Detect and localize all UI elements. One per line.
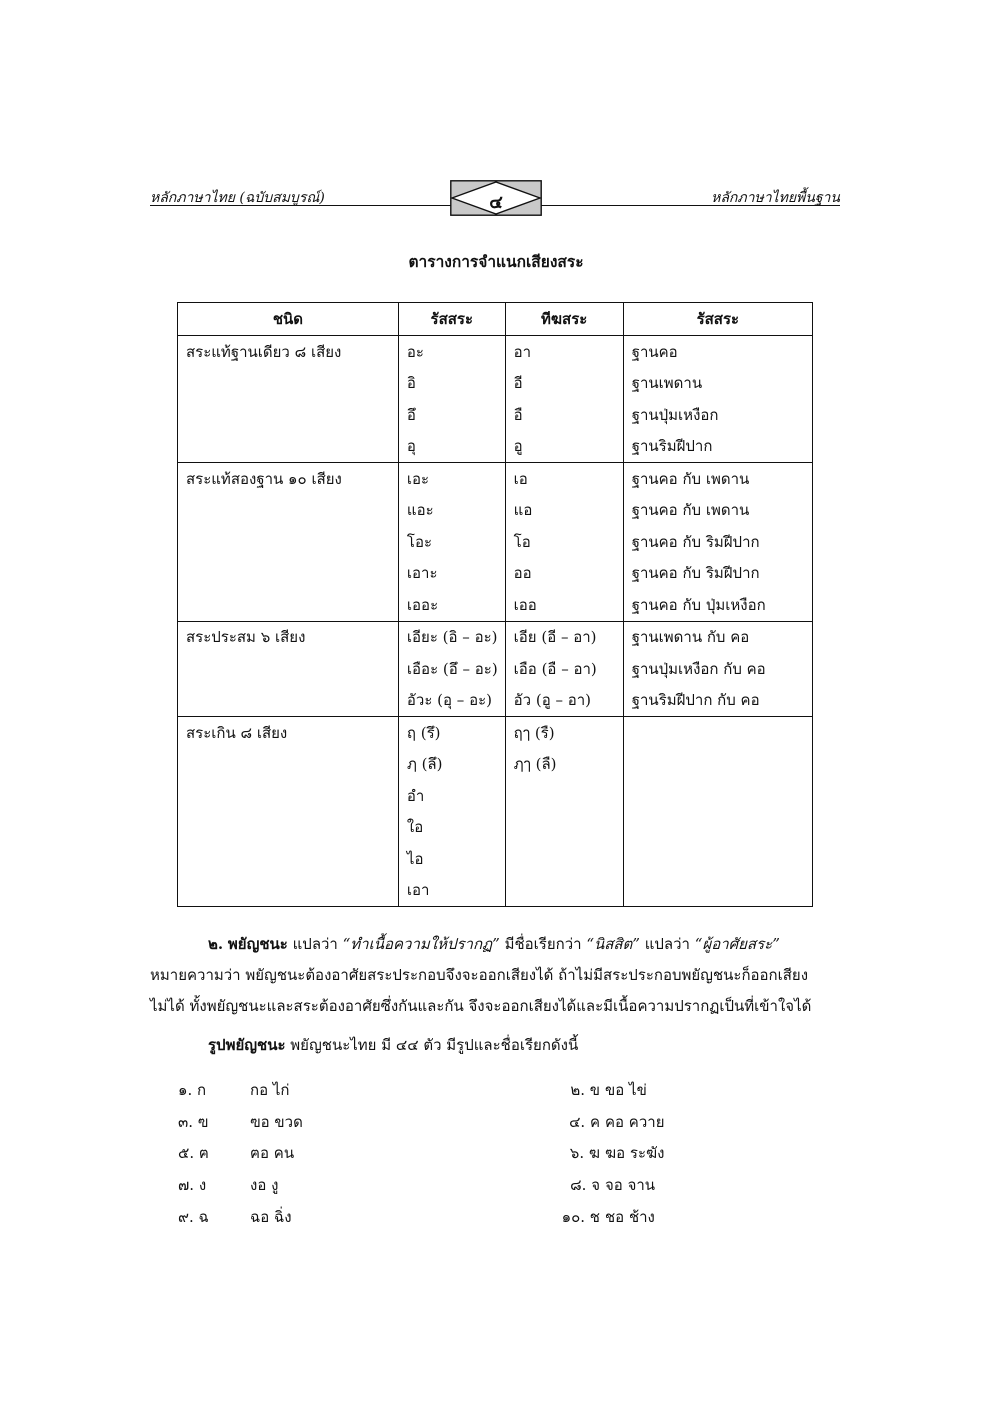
- cell-place: ฐานปุ่มเหงือก: [623, 399, 812, 431]
- text-segment: พยัญชนะไทย มี ๔๔ ตัว มีรูปและชื่อเรียกดังนี้: [285, 1036, 579, 1054]
- consonant-name: จอ จาน: [605, 1176, 656, 1195]
- consonant-number: ๕. ฅ: [178, 1144, 209, 1163]
- paragraph-line: [150, 1030, 840, 1061]
- cell-place: ฐานเพดาน: [623, 368, 812, 400]
- cell-short-vowel: เอือะ (อึ – อะ): [398, 653, 505, 685]
- header-place: รัสสระ: [623, 303, 812, 336]
- cell-type: [178, 685, 399, 717]
- consonant-name: ฅอ คน: [250, 1144, 295, 1163]
- cell-place: ฐานปุ่มเหงือก กับ คอ: [623, 653, 812, 685]
- table-row: [178, 653, 813, 685]
- cell-place: [623, 843, 812, 875]
- cell-type: [178, 780, 399, 812]
- cell-long-vowel: เอีย (อี – อา): [505, 621, 623, 653]
- table-row: [178, 368, 813, 400]
- cell-place: ฐานคอ กับ เพดาน: [623, 495, 812, 527]
- quote-meaning: “ทำเนื้อความให้ปรากฏ”: [342, 935, 500, 953]
- running-title-right: หลักภาษาไทยพื้นฐาน: [711, 190, 840, 206]
- cell-long-vowel: อู: [505, 431, 623, 463]
- cell-short-vowel: ใอ: [398, 812, 505, 844]
- cell-short-vowel: อะ: [398, 336, 505, 368]
- cell-type: [178, 653, 399, 685]
- cell-long-vowel: ฤๅ (รื): [505, 717, 623, 749]
- cell-type: สระแท้ฐานเดียว ๘ เสียง: [178, 336, 399, 368]
- list-item: [178, 1141, 698, 1173]
- table-row: [178, 463, 813, 495]
- list-item: [178, 1110, 698, 1142]
- table-row: [178, 399, 813, 431]
- table-header-row: [178, 303, 813, 336]
- consonant-list: [178, 1078, 698, 1236]
- table-row: [178, 336, 813, 368]
- cell-place: ฐานคอ: [623, 336, 812, 368]
- cell-short-vowel: อำ: [398, 780, 505, 812]
- consonant-name: ขอ ไข่: [605, 1081, 647, 1099]
- cell-place: [623, 812, 812, 844]
- consonant-name: ฉอ ฉิ่ง: [250, 1207, 292, 1226]
- consonant-number: ๔. ค: [569, 1112, 600, 1131]
- section-number: ๒.: [208, 935, 224, 953]
- cell-long-vowel: เอ: [505, 463, 623, 495]
- consonant-number: ๙. ฉ: [178, 1207, 209, 1226]
- table-row: [178, 431, 813, 463]
- term-consonant-forms: รูปพยัญชนะ: [208, 1036, 286, 1054]
- table-row: [178, 558, 813, 590]
- list-item: [178, 1078, 698, 1110]
- cell-type: [178, 495, 399, 527]
- cell-type: สระประสม ๖ เสียง: [178, 621, 399, 653]
- cell-place: [623, 749, 812, 781]
- paragraph-line: หมายความว่า พยัญชนะต้องอาศัยสระประกอบจึงจะออกเสียงได้ ถ้าไม่มีสระประกอบพยัญชนะก็ออกเสียง: [150, 966, 809, 984]
- consonant-number: ๑๐. ช: [561, 1207, 600, 1226]
- cell-type: สระแท้สองฐาน ๑๐ เสียง: [178, 463, 399, 495]
- consonant-number: ๑. ก: [178, 1081, 207, 1099]
- quote-name-meaning: “ผู้อาศัยสระ”: [694, 935, 780, 953]
- cell-place: ฐานเพดาน กับ คอ: [623, 621, 812, 653]
- page-number: ๔: [489, 192, 503, 213]
- page-number-badge: [450, 180, 542, 216]
- cell-long-vowel: [505, 780, 623, 812]
- cell-short-vowel: เอียะ (อิ – อะ): [398, 621, 505, 653]
- cell-short-vowel: ฦ (ลึ): [398, 749, 505, 781]
- cell-short-vowel: ไอ: [398, 843, 505, 875]
- table-title: ตารางการจำแนกเสียงสระ: [408, 252, 584, 271]
- cell-type: [178, 526, 399, 558]
- cell-place: ฐานริมฝีปาก: [623, 431, 812, 463]
- cell-place: ฐานคอ กับ ริมฝีปาก: [623, 526, 812, 558]
- cell-short-vowel: เอา: [398, 875, 505, 907]
- header-short-vowel: รัสสระ: [398, 303, 505, 336]
- list-item: [178, 1173, 698, 1205]
- cell-short-vowel: อิ: [398, 368, 505, 400]
- cell-type: [178, 589, 399, 621]
- consonant-number: ๗. ง: [178, 1176, 207, 1195]
- consonant-number: ๖. ฆ: [569, 1144, 600, 1163]
- consonant-name: กอ ไก่: [250, 1081, 290, 1099]
- text-segment: มีชื่อเรียกว่า: [499, 935, 587, 953]
- consonant-number: ๘. จ: [570, 1176, 600, 1195]
- cell-long-vowel: [505, 812, 623, 844]
- cell-type: [178, 431, 399, 463]
- running-header: [150, 180, 840, 216]
- cell-place: [623, 780, 812, 812]
- term-consonant: พยัญชนะ: [227, 935, 288, 953]
- consonant-name: ฃอ ขวด: [250, 1112, 303, 1131]
- cell-short-vowel: ฤ (รึ): [398, 717, 505, 749]
- cell-type: [178, 399, 399, 431]
- cell-short-vowel: อึ: [398, 399, 505, 431]
- cell-long-vowel: เออ: [505, 589, 623, 621]
- cell-place: ฐานคอ กับ ริมฝีปาก: [623, 558, 812, 590]
- cell-type: [178, 558, 399, 590]
- cell-type: สระเกิน ๘ เสียง: [178, 717, 399, 749]
- text-segment: แปลว่า: [639, 935, 695, 953]
- cell-long-vowel: แอ: [505, 495, 623, 527]
- table-row: [178, 717, 813, 749]
- consonant-definition-paragraph: [150, 929, 840, 1022]
- table-row: [178, 526, 813, 558]
- paragraph-line: ไม่ได้ ทั้งพยัญชนะและสระต้องอาศัยซึ่งกันและกัน จึงจะออกเสียงได้และมีเนื้อความปรากฏเป็นที่เข้าใจได้: [150, 997, 812, 1015]
- cell-type: [178, 749, 399, 781]
- cell-place: ฐานคอ กับ ปุ่มเหงือก: [623, 589, 812, 621]
- table-row: [178, 780, 813, 812]
- cell-short-vowel: โอะ: [398, 526, 505, 558]
- table-row: [178, 875, 813, 907]
- text-segment: แปลว่า: [287, 935, 343, 953]
- cell-short-vowel: เออะ: [398, 589, 505, 621]
- cell-short-vowel: เอะ: [398, 463, 505, 495]
- header-type: ชนิด: [178, 303, 399, 336]
- cell-long-vowel: อัว (อู – อา): [505, 685, 623, 717]
- consonant-number: ๒. ข: [570, 1081, 600, 1099]
- table-row: [178, 685, 813, 717]
- cell-type: [178, 812, 399, 844]
- consonant-name: ชอ ช้าง: [605, 1207, 655, 1226]
- cell-long-vowel: เอือ (อื – อา): [505, 653, 623, 685]
- consonant-number: ๓. ฃ: [178, 1112, 209, 1131]
- list-item: [178, 1205, 698, 1237]
- cell-short-vowel: อุ: [398, 431, 505, 463]
- table-row: [178, 589, 813, 621]
- cell-long-vowel: อี: [505, 368, 623, 400]
- cell-short-vowel: อัวะ (อุ – อะ): [398, 685, 505, 717]
- cell-type: [178, 368, 399, 400]
- consonant-name: งอ งู: [250, 1176, 279, 1195]
- consonant-forms-paragraph: [150, 1030, 840, 1061]
- cell-place: [623, 875, 812, 907]
- vowel-classification-table: [177, 302, 813, 907]
- cell-long-vowel: [505, 843, 623, 875]
- cell-long-vowel: อื: [505, 399, 623, 431]
- consonant-name: ฆอ ระฆัง: [605, 1144, 665, 1163]
- running-title-left: หลักภาษาไทย (ฉบับสมบูรณ์): [150, 190, 325, 206]
- paragraph-line: [150, 929, 840, 960]
- table-row: [178, 749, 813, 781]
- table-body: [178, 336, 813, 907]
- cell-long-vowel: อา: [505, 336, 623, 368]
- cell-long-vowel: ออ: [505, 558, 623, 590]
- header-long-vowel: ทีฆสระ: [505, 303, 623, 336]
- cell-long-vowel: โอ: [505, 526, 623, 558]
- consonant-name: คอ ควาย: [605, 1112, 665, 1131]
- cell-type: [178, 875, 399, 907]
- cell-place: ฐานริมฝีปาก กับ คอ: [623, 685, 812, 717]
- table-row: [178, 621, 813, 653]
- table-row: [178, 495, 813, 527]
- cell-place: [623, 717, 812, 749]
- table-row: [178, 812, 813, 844]
- cell-short-vowel: แอะ: [398, 495, 505, 527]
- quote-name: “นิสสิต”: [586, 935, 640, 953]
- cell-long-vowel: ฦๅ (ลื): [505, 749, 623, 781]
- cell-long-vowel: [505, 875, 623, 907]
- cell-short-vowel: เอาะ: [398, 558, 505, 590]
- cell-type: [178, 843, 399, 875]
- cell-place: ฐานคอ กับ เพดาน: [623, 463, 812, 495]
- table-row: [178, 843, 813, 875]
